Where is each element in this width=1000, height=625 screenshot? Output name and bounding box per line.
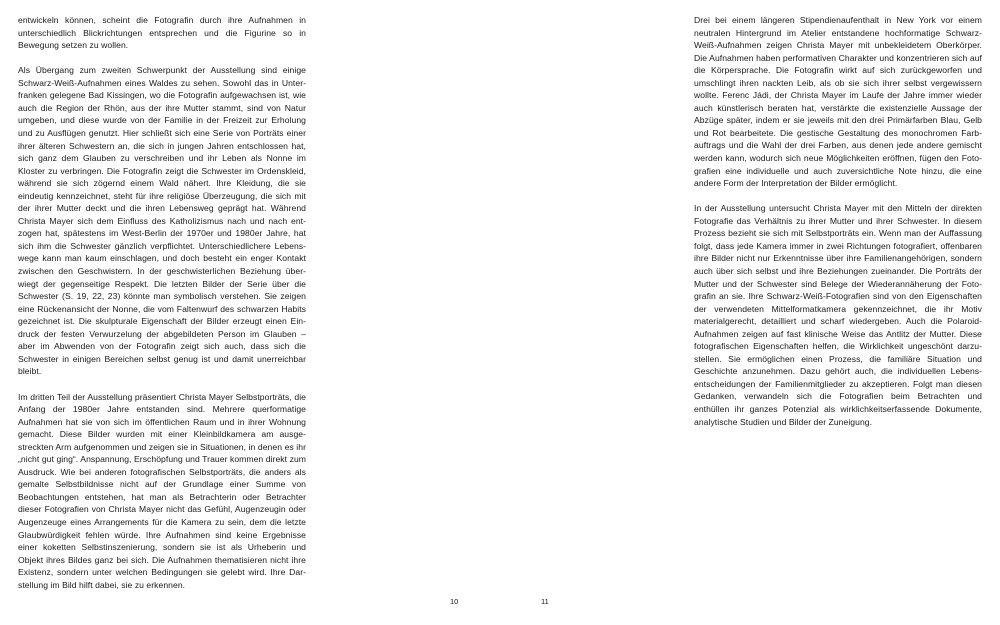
left-page-column <box>18 14 306 604</box>
right-page-column <box>694 14 982 441</box>
page-number-right: 11 <box>541 597 549 606</box>
right-paragraph-1: Drei bei einem längeren Stipendienaufenthalt in New York vor einem neutralen Hintergrund im Atelier entstandene hochformatige Schwarz-Weiß-Aufnahmen zeigen Christa Mayer mit unbekleidetem Oberkörper. Die Aufnahmen haben performativen Charakter und konzentrieren sich auf die Körpersprache. Die Fotografin wirkt auf sich zurückgeworfen und umschlingt ihren nackten Leib, als ob sie sich ihrer selbst vergewissern wollte. Ferenc Jádi, der Christa Mayer im Laufe der Jahre immer wieder auch künstlerisch beraten hat, verstärkte die existenzielle Aussage der Abzüge später, indem er sie jeweils mit den drei Primärfarben Blau, Gelb und Rot bearbeitete. Die gestische Gestaltung des monochromen Farbauftrags und die Wahl der drei Farben, aus denen jede andere gemischt werden kann, wodurch sich neue Möglichkeiten eröffnen, fügen den Fotografien eine individuelle und auch zuversichtliche Note hinzu, die eine andere Form der Interpretation der Bilder ermöglicht. <box>694 15 982 189</box>
page-number-left: 10 <box>450 597 459 606</box>
left-paragraph-3: Im dritten Teil der Ausstellung präsentiert Christa Mayer Selbstporträts, die Anfang der 1980er Jahre entstanden sind. Mehrere querformatige Aufnahmen hat sie von sich im öffentlichen Raum und in ihrer Wohnung gemacht. Diese Bilder wurden mit einer Kleinbildkamera am ausgestreckten Arm aufgenommen und zeigen sie in Situationen, in denen es ihr „nicht gut ging“. Anspannung, Erschöpfung und Trauer kommen direkt zum Ausdruck. Wie bei anderen fotografischen Selbstporträts, die anders als gemalte Selbstbildnisse nicht auf der Grundlage einer Summe von Beobachtungen entstehen, hat man als Betrachterin oder Betrachter dieser Fotografien von Christa Mayer nicht das Gefühl, Augenzeugin oder Augenzeuge eines Arrangements für die Kamera zu sein, dem die letzte Glaubwürdigkeit fehlen würde. Ihre Aufnahmen sind keine Ergebnisse einer koketten Selbstinszenierung, sondern sie ist als Urheberin und Objekt ihres Bildes ganz bei sich. Die Aufnahmen thematisieren nicht ihre Existenz, sondern unter welchen Bedingungen sie gelebt wird. Ihre Darstellung im Bild hilft dabei, sie zu erkennen. <box>18 391 306 590</box>
left-paragraph-1: entwickeln können, scheint die Fotografin durch ihre Aufnahmen in unterschiedlich Blickrichtungen entsprechen und die Figurine so in Bewegung setzen zu wollen. <box>18 15 306 51</box>
right-paragraph-2: In der Ausstellung untersucht Christa Mayer mit den Mitteln der direkten Fotografie das Verhältnis zu ihrer Mutter und ihrer Schwester. In diesem Prozess bezieht sie sich mit Selbstporträts ein. Wenn man der Auffassung folgt, dass jede Kamera immer in zwei Richtungen fotografiert, offenbaren ihre Bilder nicht nur Erkenntnisse über ihre Familienangehörigen, sondern auch über sich selbst und ihre Beziehungen zueinander. Die Porträts der Mutter und der Schwester sind Belege der Wiederannäherung der Fotografin an sie. Ihre Schwarz-Weiß-Fotografien sind von den Eigenschaften der verwendeten Mittelformatkamera gekennzeichnet, die ihr Motiv materialgerecht, detailliert und scharf wiedergeben. Auch die Polaroid-Aufnahmen zeigen auf fast klinische Weise das Antlitz der Mutter. Diese fotografischen Eigenschaften helfen, die Wirklichkeit ungeschönt darzustellen. Sie ermöglichen einen Prozess, die familiäre Situation und Geschichte anzunehmen. Dazu gehört auch, die individuellen Lebensentscheidungen der Familienmitglieder zu akzeptieren. Folgt man diesen Gedanken, verwandeln sich die Fotografien beim Betrachten und enthüllen ihr ganzes Potenzial als wirklichkeitserfassende Dokumente, analytische Studien und Bilder der Zuneigung. <box>694 203 982 427</box>
left-paragraph-2: Als Übergang zum zweiten Schwerpunkt der Ausstellung sind einige Schwarz-Weiß-Aufnahmen eines Waldes zu sehen. Sowohl das in Unterfranken gelegene Bad Kissingen, wo die Fotografin aufgewachsen ist, wie auch die Region der Rhön, aus der ihre Mutter stammt, sind von Natur umgeben, und diese wurde von der Familie in der Freizeit zur Erholung und zu Ausflügen genutzt. Hier schließt sich eine Serie von Porträts einer ihrer älteren Schwestern an, die sich in jungen Jahren entschlossen hat, sich ganz dem Glauben zu verschreiben und ihr Leben als Nonne im Kloster zu verbringen. Die Fotografin zeigt die Schwester im Ordenskleid, während sie sich zögernd einem Wald nähert. Ihre Kleidung, die sie eindeutig kennzeichnet, steht für ihre religiöse Überzeugung, die sich mit der ihrer Mutter deckt und die ihren Lebensweg geprägt hat. Während Christa Mayer sich dem Einfluss des Katholizismus nach und nach entzogen hat, spätestens im West-Berlin der 1970er und 1980er Jahre, hat sich ihm die Schwester gänzlich verpflichtet. Unterschiedlichere Lebenswege kann man kaum einschlagen, und doch besteht ein enger Kontakt zwischen den Geschwistern. In der geschwisterlichen Beziehung überwiegt der gegenseitige Respekt. Die letzten Bilder der Serie über die Schwester (S. 19, 22, 23) könnte man symbolisch verstehen. Sie zeigen eine Rückenansicht der Nonne, die vom Faltenwurf des schwarzen Habits gezeichnet ist. Die skulpturale Eigenschaft der Bilder erzeugt einen Eindruck der festen Verwurzelung der abgebildeten Person im Glauben – aber im Abwenden von der Fotografin zeigt sich auch, dass sich die Schwester in einigen Bereichen selbst genug ist und damit unerreichbar bleibt. <box>18 65 306 377</box>
